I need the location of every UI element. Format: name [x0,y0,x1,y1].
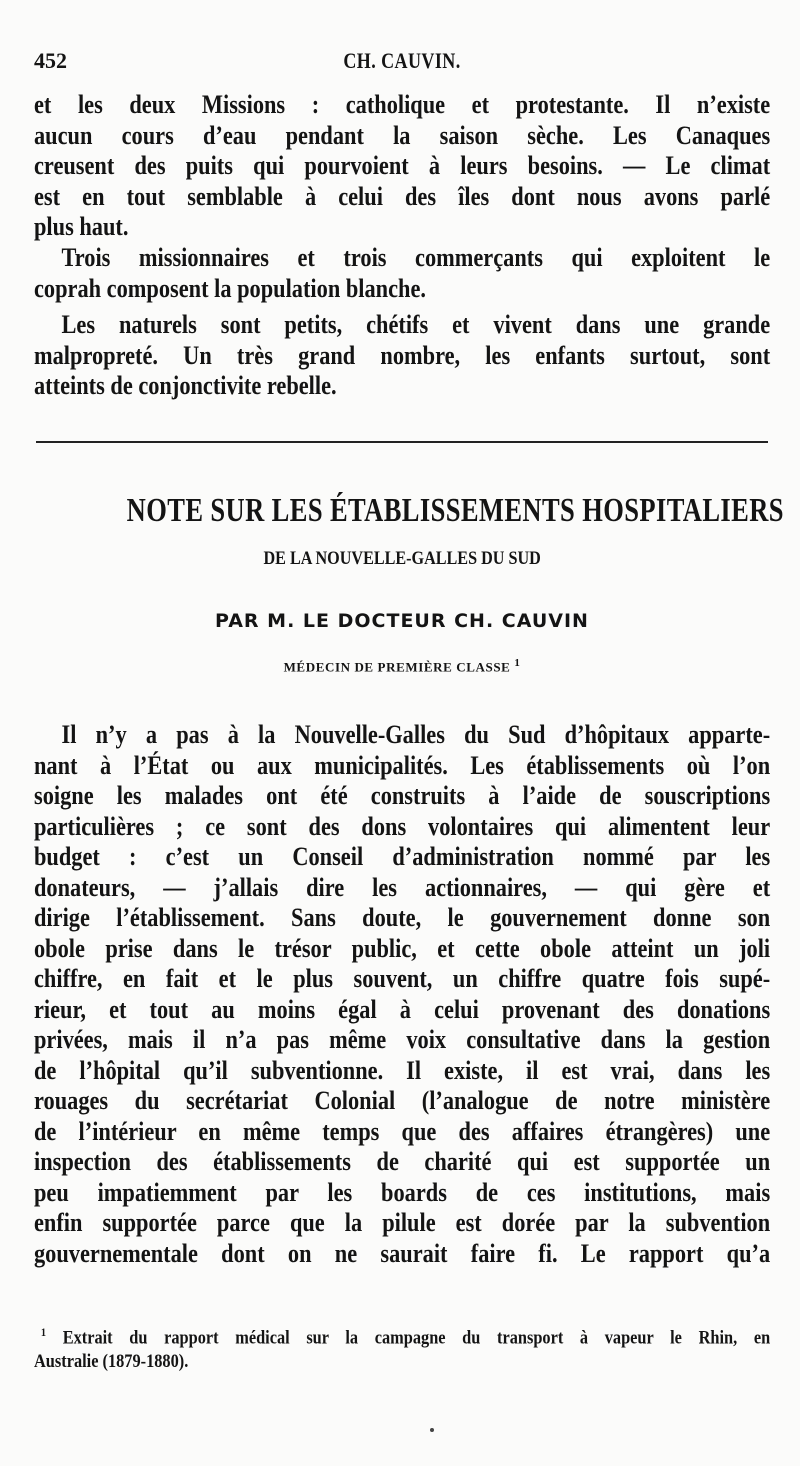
text-line: gouvernementale dont on ne saurait faire fi. Le rapport qu’a [34,1238,771,1268]
running-title: CH. CAUVIN. [343,48,461,73]
footnote-text: Extrait du rapport médical sur la campagne du transport à vapeur le Rhin, en [62,1327,771,1349]
text-line: peu impatiemment par les boards de ces institutions, mais [34,1177,771,1207]
text-line: et les deux Missions : catholique et protestante. Il n’existe [34,90,771,119]
text-line: est en tout semblable à celui des îles dont nous avons parlé [34,181,771,211]
article-body [34,720,770,1269]
text-line: creusent des puits qui pourvoient à leurs besoins. — Le climat [34,151,771,180]
text-line: nant à l’État ou aux municipalités. Les établissements où l’on [34,750,771,780]
section-divider [36,441,768,443]
footnote-marker: 1 [40,1325,47,1339]
text-line: inspection des établissements de charité qui est supportée un [34,1147,771,1176]
paragraph-1 [34,90,770,243]
text-line: particulières ; ce sont des dons volontaires qui alimentent leur [34,811,771,841]
author-rank-text: MÉDECIN DE PREMIÈRE CLASSE [283,659,511,675]
article-subtitle-text: DE LA NOUVELLE-GALLES DU SUD [263,548,541,569]
text-line: enfin supportée parce que la pilule est dorée par la subvention [34,1208,771,1237]
page-number: 452 [34,48,67,73]
text-line: rieur, et tout au moins égal à celui provenant des donations [34,994,771,1024]
footnote-line: Australie (1879-1880). [34,1351,189,1373]
text-line: de l’hôpital qu’il subventionne. Il existe, il est vrai, dans les [34,1055,771,1085]
article-author: PAR M. LE DOCTEUR CH. CAUVIN [215,610,589,632]
text-line: Trois missionnaires et trois commerçants qui exploitent le [61,243,771,272]
page-header [34,48,770,84]
text-line: malpropreté. Un très grand nombre, les enfants surtout, sont [34,340,771,370]
text-line: budget : c’est un Conseil d’administration nommé par les [34,842,771,871]
text-line: rouages du secrétariat Colonial (l’analogue de notre ministère [34,1086,771,1115]
footnote-line [34,1320,770,1350]
author-rank [34,657,770,675]
paragraph-3 [34,310,770,402]
text-line: plus haut. [34,212,129,241]
ink-speck [430,1428,434,1432]
text-line: chiffre, en fait et le plus souvent, un chiffre quatre fois supé- [34,964,771,993]
paragraph-2 [34,243,770,304]
text-line: obole prise dans le trésor public, et cette obole atteint un joli [34,933,771,963]
text-line: Les naturels sont petits, chétifs et vivent dans une grande [61,310,771,339]
text-line: aucun cours d’eau pendant la saison sèche. Les Canaques [34,120,771,150]
text-line: coprah composent la population blanche. [34,273,426,303]
text-line: Il n’y a pas à la Nouvelle-Galles du Sud d’hôpitaux apparte- [61,720,771,749]
text-line: soigne les malades ont été construits à l’aide de souscriptions [34,781,771,810]
text-line: de l’intérieur en même temps que des affaires étrangères) une [34,1116,771,1146]
footnote [34,1320,770,1374]
text-line: dirige l’établissement. Sans doute, le gouvernement donne son [34,903,771,932]
text-line: atteints de conjonctivite rebelle. [34,371,337,400]
footnote-reference: 1 [514,657,521,669]
article-title-text: NOTE SUR LES ÉTABLISSEMENTS HOSPITALIERS [126,492,784,529]
text-line: privées, mais il n’a pas même voix consultative dans la gestion [34,1025,771,1054]
text-line: donateurs, — j’allais dire les actionnaires, — qui gère et [34,872,771,902]
article-title [34,492,784,530]
article-subtitle [34,548,770,570]
